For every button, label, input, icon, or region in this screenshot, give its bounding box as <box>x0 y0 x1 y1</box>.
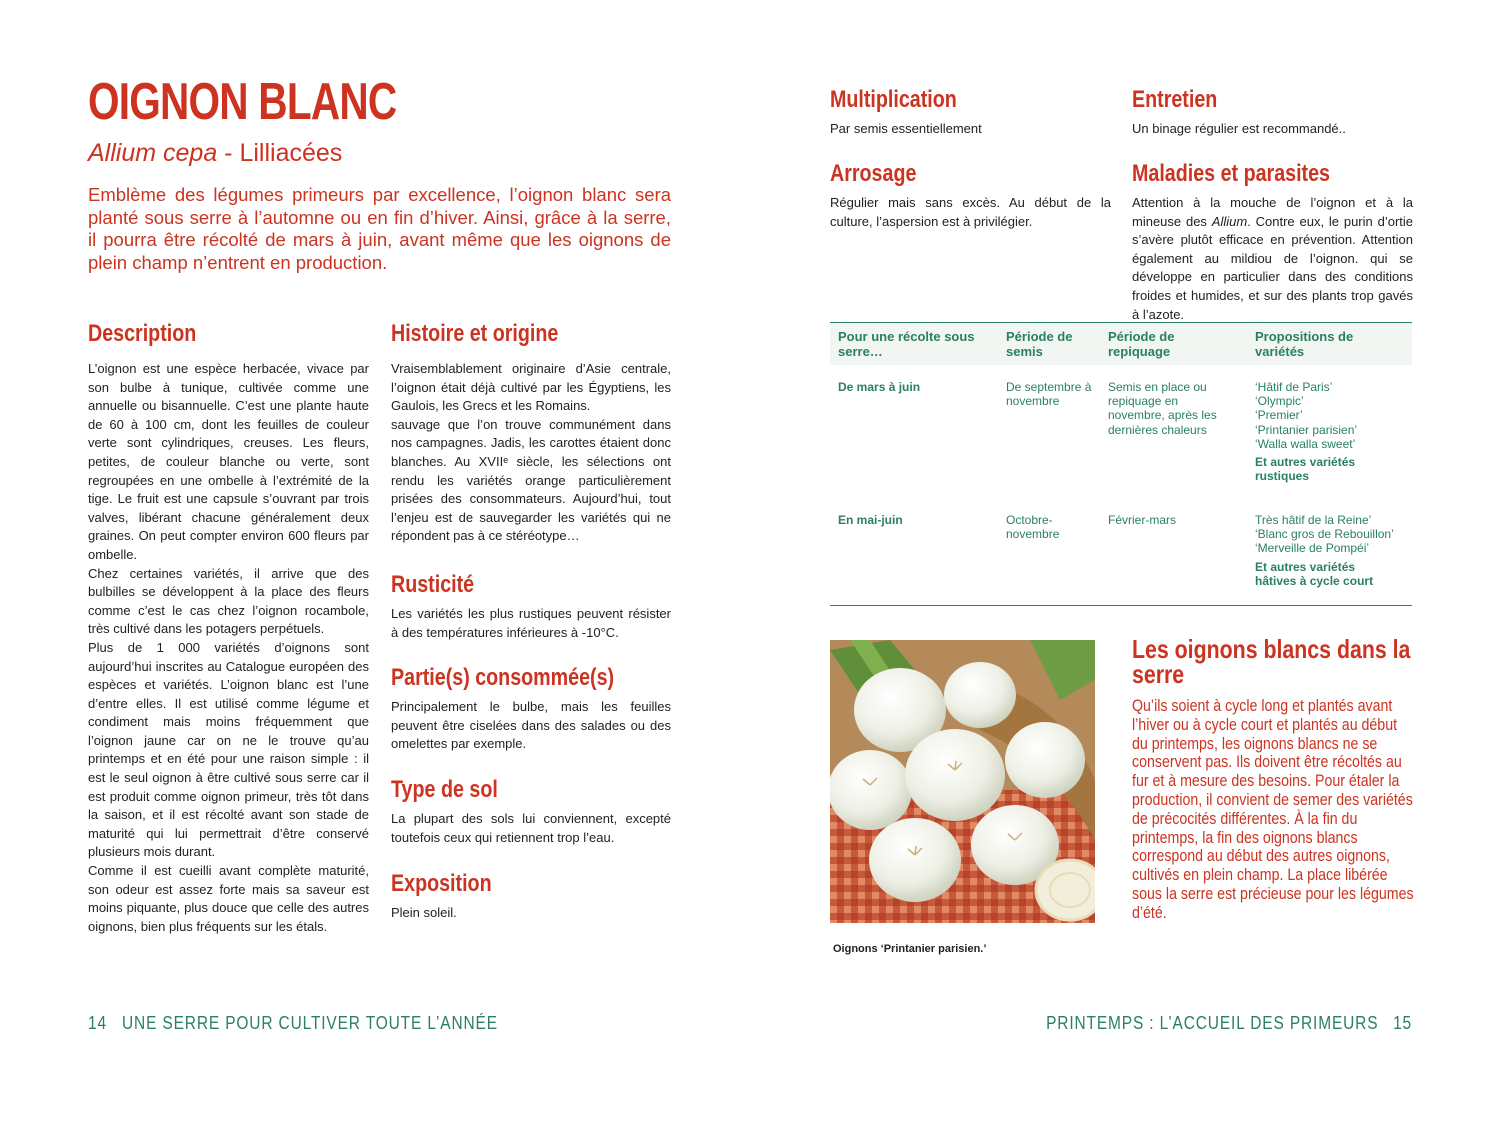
variety-name: ‘Printanier parisien’ <box>1255 422 1358 437</box>
subtitle-family: Lilliacées <box>239 139 343 167</box>
variety-name: ‘Merveille de Pompéi’ <box>1255 541 1370 556</box>
subtitle-latin-name: Allium cepa <box>88 139 218 167</box>
table-header-row <box>830 323 1412 365</box>
table-cell-transplanting: Semis en place ou repiquage en novembre, après les dernières chaleurs <box>1108 380 1217 437</box>
subtitle-separator: - <box>217 139 240 167</box>
sidebar-body: Qu’ils soient à cycle long et plantés avant l’hiver ou à cycle court et plantés au début du printemps, les oignons blancs ne se conservent pas. Ils doivent être récoltés au fur et à mesure des besoins. Pour étaler la production, il convient de semer des variétés de précocités différentes. À la fin du printemps, la fin des oignons blancs correspond au début des autres oignons, cultivés en plein champ. La place libérée sous la serre est précieuse pour les légumes d’été. <box>1132 697 1414 922</box>
onion-photo-illustration <box>830 640 1095 923</box>
description-paragraph: L’oignon est une espèce herbacée, vivace par son bulbe à tunique, cultivée comme une annuelle ou bisannuelle. C’est une plante haute de 60 à 100 cm, dont les feuilles de couleur verte sont cylindriques, creuses. Les fleurs, petites, de couleur blanche ou verte, sont regroupées en une ombelle à l’extrémité de la tige. Le fruit est une capsule s’ouvrant par trois valves, libérant chacune généralement deux graines. On peut compter environ 600 fleurs par ombelle. <box>88 361 369 562</box>
history-body <box>391 360 671 546</box>
description-body <box>88 360 369 936</box>
sidebar-heading: Les oignons blancs dans la serre <box>1132 634 1411 689</box>
diseases-body <box>1132 194 1413 324</box>
footer-page-number-right: 15 <box>1393 1013 1412 1033</box>
other-varieties-note: Et autres variétés hâtives à cycle court <box>1255 559 1374 588</box>
diseases-text: Attention à la mouche de l’oignon et à la mineuse des <box>1132 195 1413 229</box>
watering-heading: Arrosage <box>830 160 917 187</box>
footer-running-title-left: UNE SERRE POUR CULTIVER TOUTE L’ANNÉE <box>122 1013 498 1033</box>
variety-name: ‘Olympic’ <box>1255 394 1304 409</box>
footer-page-number-left: 14 <box>88 1013 107 1033</box>
table-header-transplanting: Période de repiquage <box>1108 329 1175 359</box>
variety-name: ‘Hâtif de Paris’ <box>1255 380 1333 394</box>
exposure-heading: Exposition <box>391 870 492 897</box>
table-header-varieties: Propositions de variétés <box>1255 329 1354 359</box>
photo-caption: Oignons ‘Printanier parisien.’ <box>833 943 987 955</box>
propagation-body: Par semis essentiellement <box>830 121 982 136</box>
hardiness-body: Les variétés les plus rustiques peuvent résister à des températures inférieures à -10°C. <box>391 606 671 640</box>
table-cell-sowing: Octobre-novembre <box>1006 513 1060 542</box>
variety-name: ‘Premier’ <box>1255 408 1303 423</box>
table-header-sowing: Période de semis <box>1006 329 1073 359</box>
edible-parts-heading: Partie(s) consommée(s) <box>391 664 615 691</box>
page-title: OIGNON BLANC <box>88 73 397 131</box>
history-paragraph: Vraisemblablement originaire d’Asie centrale, l’oignon était déjà cultivé par les Égyptiens, les Gaulois, les Grecs et les Romains. <box>391 361 671 414</box>
table-cell-sowing: De septembre à novembre <box>1006 380 1092 409</box>
description-paragraph: Chez certaines variétés, il arrive que des bulbilles se développent à la place des fleurs comme c’est le cas chez l’oignon rocambole, très cultivé dans les potagers perpétuels. <box>88 565 369 637</box>
hardiness-heading: Rusticité <box>391 571 475 598</box>
description-paragraph: Plus de 1 000 variétés d’oignons sont aujourd’hui inscrites au Catalogue européen des espèces et variétés. L’oignon blanc est l’une d’entre elles. Il est utilisé comme légume et condiment mais moins fréquemment que l’oignon jaune car on ne le trouve qu’au printemps et en été pour une raison simple : il est le seul oignon à être cultivé sous serre car il est produit comme oignon primeur, très tôt dans la saison, et il est récolté avant son stade de maturité qui lui permettrait d’être conservé plusieurs mois durant. <box>88 639 369 860</box>
soil-type-heading: Type de sol <box>391 776 498 803</box>
footer-running-title-right: PRINTEMPS : L’ACCUEIL DES PRIMEURS <box>1045 1013 1378 1033</box>
variety-name: Très hâtif de la Reine’ <box>1255 513 1372 527</box>
subtitle <box>88 139 342 168</box>
description-paragraph: Comme il est cueilli avant complète maturité, son odeur est assez forte mais sa saveur est moins piquante, plus douce que celle des autres oignons, bien plus fréquents sur les étals. <box>88 863 369 934</box>
intro-paragraph: Emblème des légumes primeurs par excellence, l’oignon blanc sera planté sous serre à l’automne ou en fin d’hiver. Ainsi, grâce à la serre, il pourra être récolté de mars à juin, avant même que les oignons de plein champ n’entrent en production. <box>88 184 671 273</box>
table-cell-varieties <box>1255 380 1410 483</box>
exposure-body: Plein soleil. <box>391 905 457 920</box>
table-header-harvest: Pour une récolte sous serre… <box>838 329 975 359</box>
edible-parts-body: Principalement le bulbe, mais les feuilles peuvent être ciselées dans des salades ou des omelettes par exemple. <box>391 699 671 752</box>
table-cell-varieties <box>1255 513 1412 588</box>
history-paragraph: sauvage que l’on trouve communément dans nos campagnes. Jadis, les carottes étaient donc blanches. Au XVIIᵉ siècle, les sélections ont rendu les variétés orange particulièrement prisées des consommateurs. Aujourd’hui, tout l’enjeu est de sauvegarder les variétés qui ne répondent pas à ce stéréotype… <box>391 416 671 544</box>
maintenance-heading: Entretien <box>1132 86 1218 113</box>
table-cell-harvest: De mars à juin <box>838 380 921 394</box>
watering-body: Régulier mais sans excès. Au début de la culture, l’aspersion est à privilégier. <box>830 195 1111 229</box>
diseases-text: . Contre eux, le purin d’ortie s’avère plutôt efficace en prévention. Attention également au mildiou de l’oignon. qui se développe en particulier dans des conditions froides et humides, et sur des plants trop gavés à l’azote. <box>1132 213 1413 322</box>
diseases-italic-term: Allium <box>1211 213 1248 229</box>
table-cell-harvest: En mai-juin <box>838 513 903 527</box>
propagation-heading: Multiplication <box>830 86 957 113</box>
variety-name: ‘Blanc gros de Rebouillon’ <box>1255 527 1394 542</box>
description-heading: Description <box>88 320 197 347</box>
table-cell-transplanting: Février-mars <box>1108 513 1176 527</box>
history-heading: Histoire et origine <box>391 320 559 347</box>
variety-name: ‘Walla walla sweet’ <box>1255 436 1356 451</box>
cultivation-table <box>830 322 1412 606</box>
onion-photo <box>830 640 1095 923</box>
soil-type-body: La plupart des sols lui conviennent, excepté toutefois ceux qui retiennent trop l’eau. <box>391 811 671 845</box>
other-varieties-note: Et autres variétés rustiques <box>1255 455 1356 484</box>
maintenance-body: Un binage régulier est recommandé.. <box>1132 121 1346 136</box>
diseases-heading: Maladies et parasites <box>1132 160 1330 187</box>
